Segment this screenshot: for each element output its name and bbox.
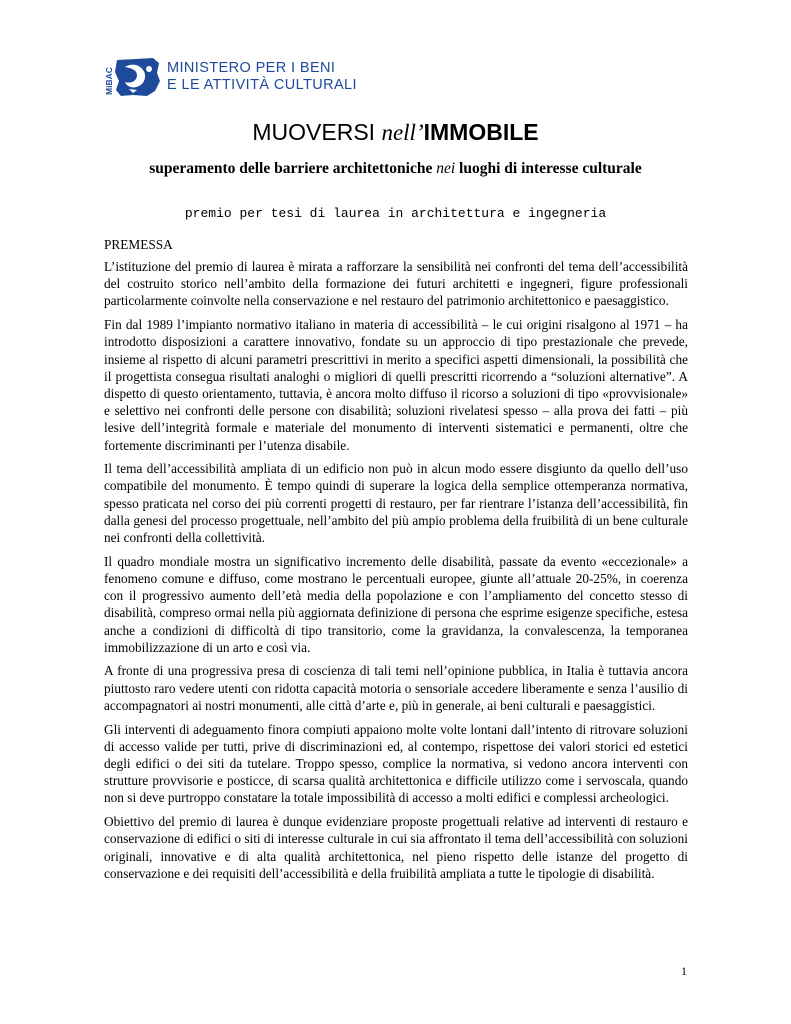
- page-number: 1: [681, 964, 687, 978]
- document-body: [104, 236, 688, 888]
- ministry-name-line2: E LE ATTIVITÀ CULTURALI: [167, 77, 357, 93]
- section-heading: PREMESSA: [104, 237, 173, 252]
- body-paragraph: Il quadro mondiale mostra un significativo incremento delle disabilità, passate da evento «eccezionale» a fenomeno comune e diffuso, come mostrano le percentuali europee, giunte all’attuale 20-25%, in coerenza con il progressivo aumento dell’età media della popolazione e con l’ampliamento del concetto stesso di disabilità, compreso ormai nella più aggiornata definizione di persona che esprime esigenze specifiche, estesa anche a condizioni di difficoltà di tipo transitorio, come la gravidanza, la convalescenza, la temporanea immobilizzazione di un arto e così via.: [104, 553, 688, 655]
- document-subtitle: [0, 159, 791, 179]
- body-paragraph: A fronte di una progressiva presa di coscienza di tali temi nell’opinione pubblica, in Italia è tuttavia ancora piuttosto raro vedere utenti con ridotta capacità motoria o sensoriale accedere liberamente e senza l’ausilio di accompagnatori ai nostri monumenti, alle città d’arte e, più in generale, ai beni culturali e paesaggistici.: [104, 663, 688, 713]
- emblem-vertical-text: MiBAC: [104, 67, 114, 95]
- body-paragraph: Fin dal 1989 l’impianto normativo italiano in materia di accessibilità – le cui origini risalgono al 1971 – ha introdotto disposizioni a carattere innovativo, fondate su un approccio di tipo prestazionale che prevede, insieme al rispetto di alcuni parametri prescrittivi in merito a specifici aspetti dimensionali, la possibilità che il progettista consegua risultati analoghi o migliori di quelli prescritti ricorrendo a “soluzioni alternative”. A dispetto di questo orientamento, tuttavia, è ancora molto diffuso il ricorso a soluzioni di tipo «provvisionale» e selettivo nei confronti delle persone con disabilità; soluzioni rivelatesi spesso – alla prova dei fatti – più lesive dell’integrità formale e materiale del monumento di interventi sistematici e permanenti, oltre che fortemente discriminanti per l’utenza disabile.: [104, 317, 688, 453]
- body-paragraph: Il tema dell’accessibilità ampliata di un edificio non può in alcun modo essere disgiunto da quello dell’uso compatibile del monumento. È tempo quindi di superare la logica della semplice ottemperanza normativa, spesso praticata nel corso dei più correnti progetti di restauro, per far rientrare l’istanza dell’accessibilità, fin dalla genesi del processo progettuale, nell’ambito del più ampio problema della fruibilità di un bene culturale nei confronti della collettività.: [104, 461, 688, 546]
- ministry-name-line1: MINISTERO PER I BENI: [167, 60, 336, 76]
- ministry-name: [167, 60, 357, 94]
- subtitle-part-1: superamento delle barriere architettoniche: [149, 160, 437, 177]
- title-part-1: MUOVERSI: [252, 119, 382, 145]
- body-paragraph: Obiettivo del premio di laurea è dunque evidenziare proposte progettuali relative ad interventi di restauro e conservazione di edifici o siti di interesse culturale in cui sia affrontato il tema dell’accessibilità con soluzioni originali, innovative e di alta qualità architettonica, nel pieno rispetto delle istanze del progetto di conservazione e dei requisiti dell’accessibilità e della fruibilità ampliata a tutte le tipologie di disabilità.: [104, 814, 688, 881]
- ministry-logo: [103, 57, 357, 97]
- award-tagline: premio per tesi di laurea in architettura e ingegneria: [184, 206, 607, 221]
- title-part-3: IMMOBILE: [423, 119, 539, 145]
- body-paragraph: L’istituzione del premio di laurea è mirata a rafforzare la sensibilità nei confronti del tema dell’accessibilità del costruito storico nell’ambito della formazione dei futuri architetti e ingegneri, figure professionali particolarmente coinvolte nella conservazione e nel restauro del patrimonio architettonico e paesaggistico.: [104, 259, 688, 309]
- mibac-emblem-icon: [103, 57, 161, 97]
- body-paragraph: Gli interventi di adeguamento finora compiuti appaiono molte volte lontani dall’intento di ritrovare soluzioni di accesso valide per tutti, prive di discriminazioni ed, al contempo, rispettose dei valori storici ed estetici degli edifici o dei siti da tutelare. Troppo spesso, complice la normativa, si vedono ancora interventi con strutture provvisorie e posticce, di scarsa qualità architettonica e difficile utilizzo come i servoscala, quando non si deve purtroppo constatare la totale impossibilità di accesso a molti edifici e complessi archeologici.: [104, 721, 688, 806]
- subtitle-part-2: nei: [436, 160, 456, 177]
- document-title: [0, 118, 791, 147]
- title-part-2: nell’: [381, 120, 424, 145]
- subtitle-part-3: luoghi di interesse culturale: [455, 160, 642, 177]
